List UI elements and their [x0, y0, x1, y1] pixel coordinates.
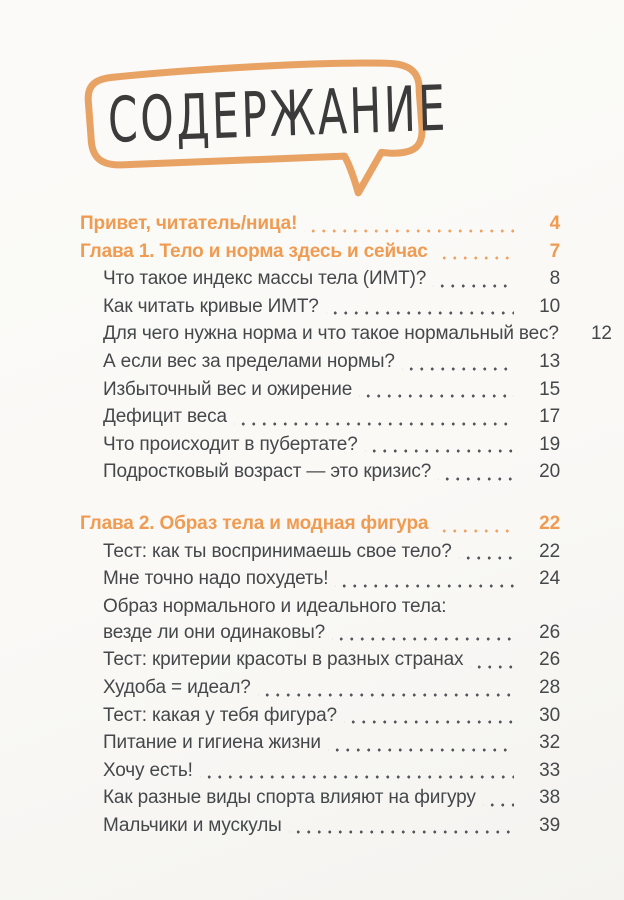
toc-entry-label: Хочу есть! — [103, 759, 193, 781]
dotted-leader — [359, 379, 514, 407]
dotted-leader — [435, 513, 514, 541]
toc-entry — [80, 461, 560, 489]
toc-entry-page: 26 — [539, 621, 560, 643]
toc-entry-page: 22 — [539, 512, 560, 534]
toc-entry-label: Худоба = идеал? — [103, 676, 251, 698]
toc-entry — [80, 268, 560, 296]
toc-entry-page: 19 — [539, 433, 560, 455]
toc-entry-page: 13 — [539, 350, 560, 372]
toc-entry-label: Привет, читатель/ница! — [80, 213, 298, 234]
toc-entry-label: Мне точно надо похудеть! — [103, 568, 329, 590]
toc-entry — [80, 622, 560, 650]
dotted-leader — [335, 568, 514, 596]
toc-entry — [80, 649, 560, 677]
dotted-leader — [326, 296, 514, 324]
toc-entry-label: Глава 1. Тело и норма здесь и сейчас — [80, 240, 428, 262]
toc-entry-page: 26 — [539, 649, 560, 671]
dotted-leader — [470, 649, 514, 677]
dotted-leader — [438, 461, 514, 489]
toc-entry-label: Что такое индекс массы тела (ИМТ)? — [103, 268, 427, 290]
toc-entry-page: 4 — [549, 213, 560, 234]
toc-entry-page: 24 — [539, 568, 560, 590]
dotted-leader — [200, 760, 514, 788]
toc-entry-label: Для чего нужна норма и что такое нормальный вес? — [103, 323, 559, 345]
toc-entry — [80, 296, 560, 324]
toc-entry-page: 38 — [539, 787, 560, 809]
toc-entry — [80, 213, 560, 241]
toc-entry — [80, 241, 560, 269]
dotted-leader — [459, 541, 514, 569]
toc-entry-label: Подростковый возраст — это кризис? — [103, 461, 432, 483]
dotted-leader — [433, 268, 514, 296]
toc-entry-label: Как разные виды спорта влияют на фигуру — [103, 787, 476, 809]
toc-entry — [80, 513, 560, 541]
toc-entry — [80, 541, 560, 569]
toc-entry-label: Тест: как ты воспринимаешь свое тело? — [103, 540, 452, 562]
toc-entry-page: 32 — [539, 732, 560, 754]
toc-entry-page: 22 — [539, 540, 560, 562]
toc-entry-label: Питание и гигиена жизни — [103, 732, 321, 754]
toc-entry — [80, 677, 560, 705]
toc-entry-label: Мальчики и мускулы — [103, 814, 282, 836]
toc-entry-label: Тест: критерии красоты в разных странах — [103, 649, 464, 671]
toc-entry — [80, 815, 560, 843]
dotted-leader — [435, 241, 514, 269]
toc-entry-page: 39 — [539, 814, 560, 836]
toc-entry — [80, 705, 560, 733]
dotted-leader — [344, 705, 514, 733]
dotted-leader — [304, 213, 514, 241]
toc-entry-label: Тест: какая у тебя фигура? — [103, 704, 337, 726]
toc-entry-label: Избыточный вес и ожирение — [103, 378, 353, 400]
dotted-leader — [258, 677, 514, 705]
toc-entry — [80, 732, 560, 760]
table-of-contents — [80, 213, 612, 842]
toc-entry — [80, 406, 560, 434]
toc-entry-page: 15 — [539, 378, 560, 400]
toc-entry-label: Дефицит веса — [103, 406, 227, 428]
toc-entry-page: 28 — [539, 676, 560, 698]
toc-entry — [80, 787, 560, 815]
dotted-leader — [234, 406, 514, 434]
toc-entry-page: 12 — [591, 323, 612, 345]
toc-entry — [80, 434, 560, 462]
dotted-leader — [289, 815, 514, 843]
toc-entry-page: 10 — [539, 295, 560, 317]
toc-entry-page: 7 — [549, 240, 560, 262]
toc-entry-label: Глава 2. Образ тела и модная фигура — [80, 512, 429, 534]
toc-entry — [80, 760, 560, 788]
toc-entry-label: везде ли они одинаковы? — [103, 621, 326, 643]
dotted-leader — [332, 622, 514, 650]
toc-entry-label: Как читать кривые ИМТ? — [103, 295, 319, 317]
toc-entry-label: Что происходит в пубертате? — [103, 433, 358, 455]
contents-title: СОДЕРЖАНИЕ — [107, 72, 449, 157]
toc-entry — [80, 596, 560, 622]
toc-entry-label: Образ нормального и идеального тела: — [103, 595, 447, 617]
toc-entry-page: 33 — [539, 759, 560, 781]
toc-entry — [80, 351, 560, 379]
toc-entry — [80, 568, 560, 596]
dotted-leader — [328, 732, 514, 760]
toc-entry-page: 30 — [539, 704, 560, 726]
toc-entry-page: 17 — [539, 406, 560, 428]
speech-bubble — [80, 54, 449, 211]
toc-entry-label: А если вес за пределами нормы? — [103, 350, 395, 372]
dotted-leader — [483, 787, 514, 815]
toc-entry-page: 8 — [549, 268, 560, 290]
dotted-leader — [402, 351, 514, 379]
dotted-leader — [365, 434, 514, 462]
toc-entry — [80, 323, 612, 351]
toc-entry — [80, 379, 560, 407]
toc-entry-page: 20 — [539, 461, 560, 483]
